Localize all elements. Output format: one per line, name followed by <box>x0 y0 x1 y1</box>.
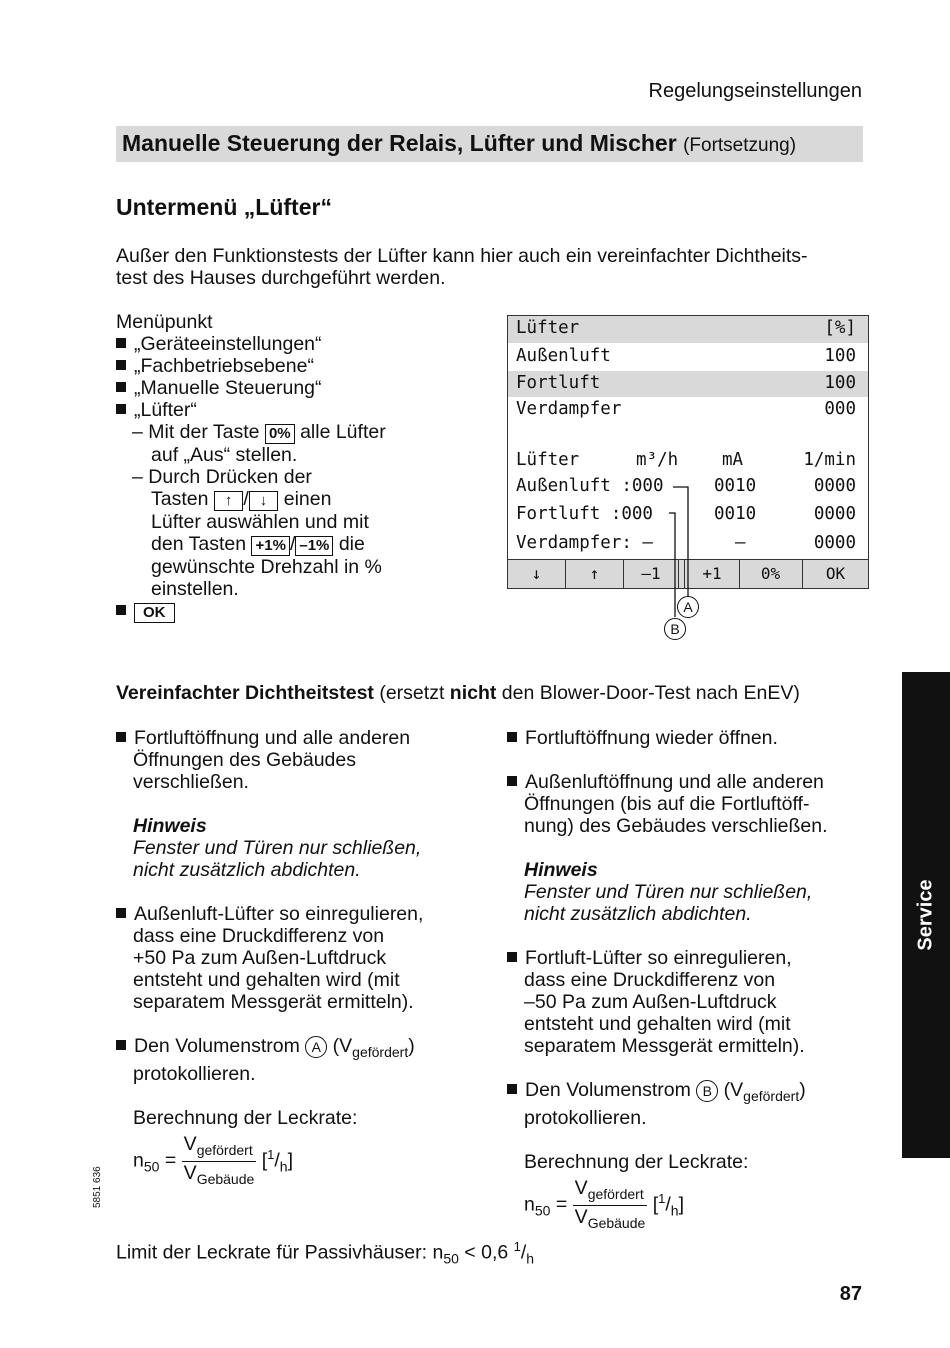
callout-b: B <box>664 618 686 640</box>
menu-instructions: Menüpunkt „Geräteeinstellungen“ „Fachbetriebsebene“ „Manuelle Steuerung“ „Lüfter“ – Mit der Taste 0% alle Lüfter auf „Aus“ stellen. – Durch Drücken der Tasten ↑ / ↓ einen Lüfter auswählen und mit den Tasten +1% / –1% die gewünschte Drehzahl in % einstellen. OK <box>116 311 386 621</box>
formula-right: $n_{50}$ = $\frac{V_{gefördert}}{V_{Gebäude}}$ $[^1/_h]$ <box>524 1176 685 1231</box>
lcd-button-ok[interactable]: OK <box>825 564 846 583</box>
page-title: Manuelle Steuerung der Relais, Lüfter und Mischer (Fortsetzung) <box>122 130 797 156</box>
test-heading: Vereinfachter Dichtheitstest (ersetzt nicht den Blower-Door-Test nach EnEV) <box>116 682 800 704</box>
lcd-button-down[interactable]: ↓ <box>508 560 566 588</box>
lcd-button-0percent[interactable]: 0% <box>739 560 803 588</box>
title-bar <box>116 126 863 162</box>
limit-line: Limit der Leckrate für Passivhäuser: $n_{50} < 0,6$ $^1/_h$ <box>116 1239 535 1267</box>
key-down-arrow: ↓ <box>249 491 279 511</box>
key-plus-1: +1% <box>251 536 289 556</box>
callout-a: A <box>677 596 699 618</box>
right-column: Fortluftöffnung wieder öffnen. Außenluftöffnung und alle anderen Öffnungen (bis auf die Fortluftöff- nung) des Gebäudes verschließen. Hinweis Fenster und Türen nur schließen, nicht zusätzlich abdichten. Fortluft-Lüfter so einregulieren, dass eine Druckdifferenz von –50 Pa zum Außen-Luftdruck entsteht und gehalten wird (mit separatem Messgerät ermitteln). Den Volumenstrom B $(V_{gefördert})$ protokollieren. Berechnung der Leckrate: $n_{50}$ = $\frac{V_{gefördert}}{V_{Gebäude}}$ $[^1/_h]$ <box>507 727 887 1234</box>
page-number: 87 <box>839 1283 862 1305</box>
lcd-button-plus1[interactable]: +1 <box>684 560 740 588</box>
key-0-percent: 0% <box>265 424 295 444</box>
lcd-button-up[interactable]: ↑ <box>566 560 624 588</box>
key-minus-1: –1% <box>295 536 333 556</box>
key-ok: OK <box>134 603 175 623</box>
key-up-arrow: ↑ <box>214 491 244 511</box>
lcd-display: Lüfter [%] Außenluft 100 Fortluft 100 Verdampfer 000 Lüfter m³/h mA 1/min Außenluft :000 0010 0000 Fortluft :000 0010 0000 Verdampfer: – – 0000 ↓ ↑ –1 +1 0% OK <box>507 315 869 589</box>
left-column: Fortluftöffnung und alle anderen Öffnungen des Gebäudes verschließen. Hinweis Fenster und Türen nur schließen, nicht zusätzlich abdichten. Außenluft-Lüfter so einregulieren, dass eine Druckdifferenz von +50 Pa zum Außen-Luftdruck entsteht und gehalten wird (mit separatem Messgerät ermitteln). Den Volumenstrom A $(V_{gefördert})$ protokollieren. Berechnung der Leckrate: $n_{50}$ = $\frac{V_{gefördert}}{V_{Gebäude}}$ $[^1/_h]$ <box>116 727 496 1190</box>
side-tab: Service <box>902 672 950 1158</box>
section-header: Regelungseinstellungen <box>648 80 862 102</box>
lcd-button-minus1[interactable]: –1 <box>624 560 679 588</box>
doc-id: 5851 636 <box>92 1166 103 1208</box>
formula-left: $n_{50}$ = $\frac{V_{gefördert}}{V_{Gebäude}}$ $[^1/_h]$ <box>133 1132 294 1187</box>
submenu-title: Untermenü „Lüfter“ <box>116 194 332 220</box>
intro-text: Außer den Funktionstests der Lüfter kann hier auch ein vereinfachter Dichtheits- test des Hauses durchgeführt werden. <box>116 245 808 289</box>
